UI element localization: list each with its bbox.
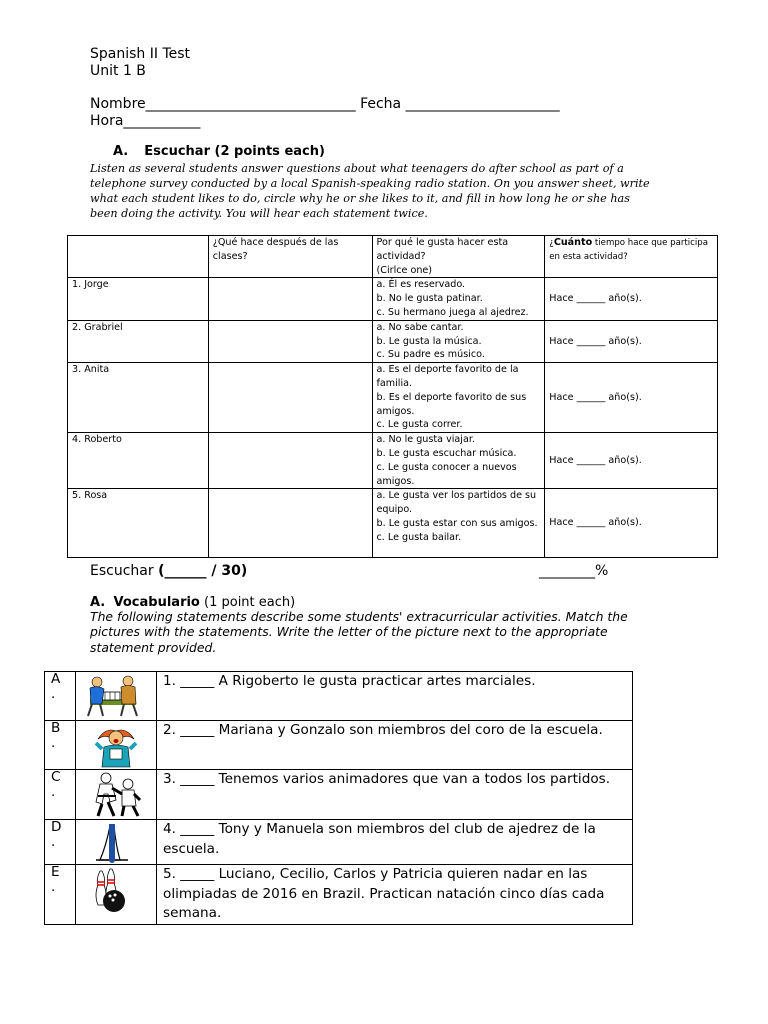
listening-table xyxy=(67,235,718,558)
test-title: Spanish II Test xyxy=(90,46,191,62)
score-open: ( xyxy=(158,563,165,579)
unit-label: Unit 1 B xyxy=(90,63,146,79)
option-b[interactable]: b. Le gusta la música. xyxy=(376,335,482,347)
section-letter: A. xyxy=(113,144,129,159)
answer-cell[interactable] xyxy=(208,278,372,320)
option-a[interactable]: a. No le gusta viajar. xyxy=(376,434,475,446)
table-row xyxy=(45,721,633,770)
listening-header-row xyxy=(68,236,718,278)
table-row xyxy=(68,278,718,320)
option-b[interactable]: b. No le gusta patinar. xyxy=(376,293,483,305)
picture-cell xyxy=(76,865,157,925)
student-name: 4. Roberto xyxy=(68,433,209,489)
section-title: Escuchar (2 points each) xyxy=(144,144,325,159)
martial-arts-icon xyxy=(76,770,156,819)
options-cell xyxy=(372,363,545,433)
answer-cell[interactable] xyxy=(208,489,372,558)
letter-text: E xyxy=(51,864,60,880)
student-name: 3. Anita xyxy=(68,363,209,433)
letter-dot: . xyxy=(51,784,56,800)
option-a[interactable]: a. Es el deporte favorito de la familia. xyxy=(376,364,519,389)
picture-cell xyxy=(76,721,157,770)
vocab-points: (1 point each) xyxy=(204,595,296,610)
vocab-title: Vocabulario xyxy=(113,595,200,610)
option-b[interactable]: b. Es el deporte favorito de sus amigos. xyxy=(376,391,527,417)
header-por-que-text: Por qué le gusta hacer esta actividad? xyxy=(376,237,509,262)
option-b[interactable]: b. Le gusta estar con sus amigos. xyxy=(376,517,538,529)
options-cell xyxy=(372,433,545,489)
table-row xyxy=(45,672,633,721)
escuchar-instructions: Listen as several students answer questions about what teenagers do after school as part of a telephone survey conducted by a local Spanish-speaking radio station. On you answer sheet, write what each student likes to do, circle why he or she likes to it, and fill in how long he or she has been doing the activity. You will hear each statement twice. xyxy=(90,162,650,220)
options-cell xyxy=(372,320,545,362)
picture-letter xyxy=(45,721,76,770)
chess-players-icon xyxy=(76,672,156,720)
option-b[interactable]: b. Le gusta escuchar música. xyxy=(376,447,517,459)
option-c[interactable]: c. Su hermano juega al ajedrez. xyxy=(376,306,529,318)
table-row xyxy=(45,770,633,820)
percent-blank[interactable]: ________% xyxy=(539,563,609,579)
answer-cell[interactable] xyxy=(208,320,372,362)
letter-dot: . xyxy=(51,735,56,751)
options-cell xyxy=(372,489,545,558)
header-circle-note: (Cirlce one) xyxy=(376,264,433,276)
option-a[interactable]: a. Él es reservado. xyxy=(376,279,466,291)
vocab-letter: A. xyxy=(90,595,106,610)
hace-cell[interactable]: Hace ______ año(s). xyxy=(545,433,718,489)
letter-text: D xyxy=(51,819,62,835)
table-row xyxy=(68,320,718,362)
letter-dot: . xyxy=(51,834,56,850)
picture-letter xyxy=(45,820,76,865)
student-name: 1. Jorge xyxy=(68,278,209,320)
table-row xyxy=(68,363,718,433)
picture-letter xyxy=(45,770,76,820)
picture-cell xyxy=(76,820,157,865)
student-name: 5. Rosa xyxy=(68,489,209,558)
swimmer-icon xyxy=(76,820,156,864)
picture-letter xyxy=(45,672,76,721)
letter-dot: . xyxy=(51,686,56,702)
statement: 1. _____ A Rigoberto le gusta practicar artes marciales. xyxy=(157,672,633,721)
hora-line: Hora___________ xyxy=(90,113,201,129)
letter-text: B xyxy=(51,720,61,736)
statement: 2. _____ Mariana y Gonzalo son miembros del coro de la escuela. xyxy=(157,721,633,770)
hace-cell[interactable]: Hace ______ año(s). xyxy=(545,363,718,433)
header-que-hace: ¿Qué hace después de las clases? xyxy=(208,236,372,278)
header-cuanto-pre: ¿ xyxy=(549,238,554,248)
bowling-icon xyxy=(76,865,156,921)
header-cuanto-bold: Cuánto xyxy=(553,237,593,248)
table-row xyxy=(68,489,718,558)
vocab-instructions: The following statements describe some students' extracurricular activities. Match the pictures with the statements. Write the letter of the picture next to the appropriate statement provided. xyxy=(90,609,628,655)
header-cuanto-rest: tiempo hace que participa en esta actividad? xyxy=(549,238,708,262)
vocab-table xyxy=(44,671,633,925)
hace-cell[interactable]: Hace ______ año(s). xyxy=(545,489,718,558)
answer-cell[interactable] xyxy=(208,363,372,433)
header-empty-cell xyxy=(68,236,209,278)
header-cuanto xyxy=(545,236,718,278)
table-row xyxy=(45,865,633,925)
student-name: 2. Grabriel xyxy=(68,320,209,362)
header-por-que xyxy=(372,236,545,278)
score-blank[interactable]: ______ / 30) xyxy=(164,563,248,579)
letter-dot: . xyxy=(51,879,56,895)
score-label: Escuchar xyxy=(90,563,154,579)
letter-text: A xyxy=(51,671,61,687)
statement: 3. _____ Tenemos varios animadores que van a todos los partidos. xyxy=(157,770,633,820)
picture-letter xyxy=(45,865,76,925)
statement: 5. _____ Luciano, Cecilio, Carlos y Patricia quieren nadar en las olimpiadas de 2016 en Brazil. Practican natación cinco días cada semana. xyxy=(157,865,633,925)
answer-cell[interactable] xyxy=(208,433,372,489)
picture-cell xyxy=(76,672,157,721)
option-a[interactable]: a. Le gusta ver los partidos de su equipo. xyxy=(376,490,537,516)
section-escuchar-heading xyxy=(113,144,325,159)
option-c[interactable]: c. Le gusta conocer a nuevos amigos. xyxy=(376,461,517,487)
picture-cell xyxy=(76,770,157,820)
statement: 4. _____ Tony y Manuela son miembros del club de ajedrez de la escuela. xyxy=(157,820,633,865)
option-c[interactable]: c. Le gusta correr. xyxy=(376,419,463,431)
options-cell xyxy=(372,278,545,320)
name-date-line: Nombre______________________________ Fecha ______________________ xyxy=(90,96,560,112)
table-row xyxy=(68,433,718,489)
hace-cell[interactable]: Hace ______ año(s). xyxy=(545,320,718,362)
option-c[interactable]: c. Le gusta bailar. xyxy=(376,531,462,543)
option-a[interactable]: a. No sabe cantar. xyxy=(376,321,464,333)
hace-cell[interactable]: Hace ______ año(s). xyxy=(545,278,718,320)
section-vocabulario-heading xyxy=(90,595,295,610)
table-row xyxy=(45,820,633,865)
escuchar-score xyxy=(90,563,247,579)
letter-text: C xyxy=(51,769,61,785)
singer-icon xyxy=(76,721,156,769)
option-c[interactable]: c. Su padre es músico. xyxy=(376,349,485,361)
